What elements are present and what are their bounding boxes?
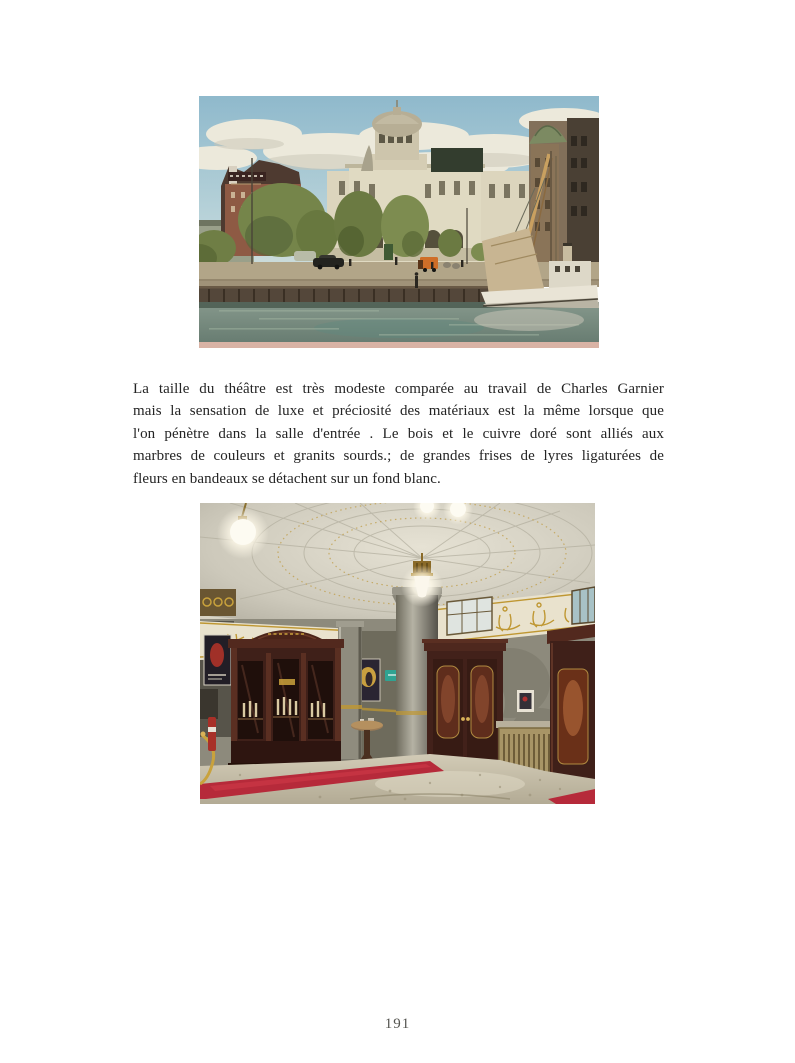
paragraph-line: mais la sensation de luxe et préciosité des matériaux est la même lorsque que [133,403,664,420]
paragraph-line: La taille du théâtre est très modeste comparée au travail de Charles Garnier [133,381,664,397]
paragraph-line: marbres de couleurs et granits sourds.; de grandes frises de lyres ligaturées de [133,448,664,465]
far-right-window [572,587,595,624]
page-number: 191 [384,1016,411,1032]
mahogany-double-doors [422,639,508,770]
theatre-foyer-illustration [200,503,595,804]
body-paragraph [133,378,664,490]
paragraph-line: fleurs en bandeaux se détachent sur un fond blanc. [133,470,441,487]
scan-edge-strip [199,342,599,348]
door-handle [466,717,470,721]
door-handle [461,717,465,721]
paragraph-line: l'on pénètre dans la salle d'entrée . Le bois et le cuivre doré sont alliés aux [133,425,664,442]
theatre-foyer-photo [200,503,595,804]
theatre-exterior-photo [199,96,599,348]
stage-roof [431,148,483,172]
transom-window [447,597,492,635]
theatre-exterior-illustration [199,96,599,348]
water [199,302,599,348]
green-kiosk [384,244,393,260]
boat-reflection [474,309,584,331]
person-on-quay [415,272,419,288]
light-van [294,251,316,261]
mahogany-bar-kiosk [228,630,344,769]
red-stanchion [208,717,216,751]
kiosk-glass-panels [238,659,333,741]
